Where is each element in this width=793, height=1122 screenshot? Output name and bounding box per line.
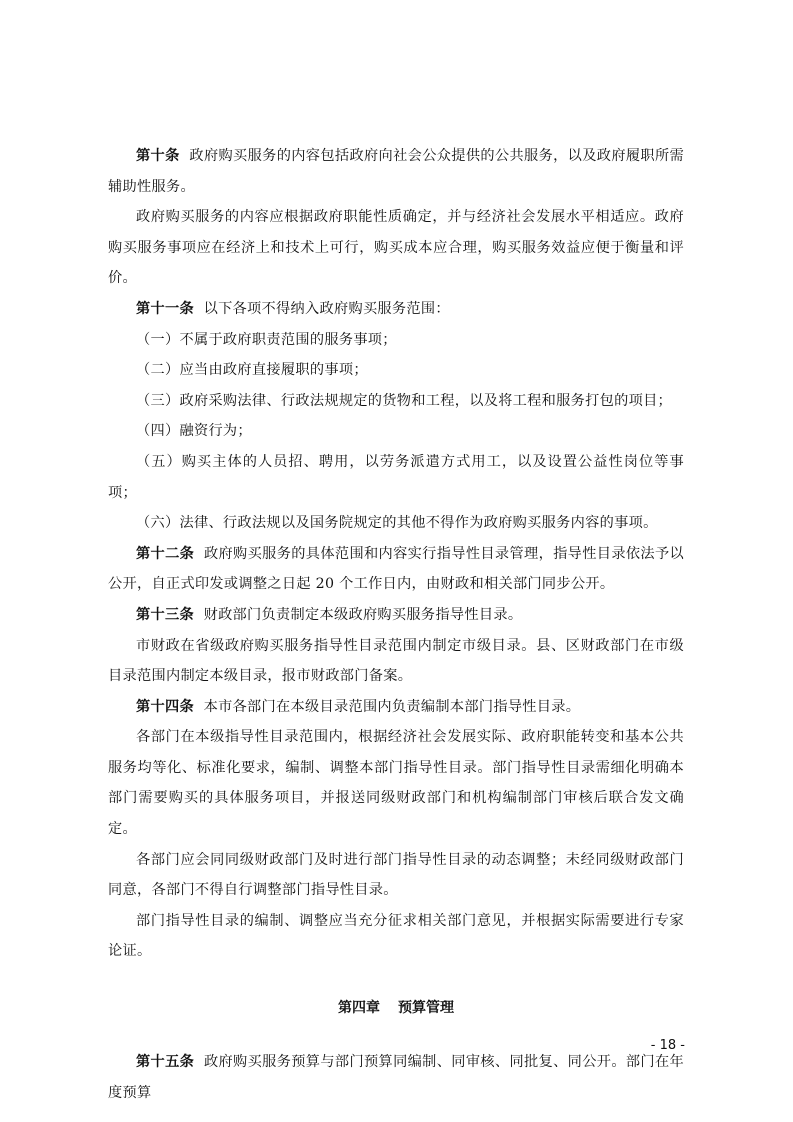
chapter-number: 第四章: [338, 1000, 380, 1017]
paragraph: [108, 692, 684, 723]
paragraph-text: 部门指导性目录的编制、调整应当充分征求相关部门意见，并根据实际需要进行专家论证。: [108, 912, 684, 960]
paragraph-last: [108, 1047, 684, 1108]
paragraph: [108, 845, 684, 906]
paragraph-text: 以下各项不得纳入政府购买服务范围：: [203, 300, 450, 317]
article-number: 第十一条: [136, 300, 194, 317]
paragraph-text: 政府购买服务的内容应根据政府职能性质确定，并与经济社会发展水平相适应。政府购买服务事项应在经济上和技术上可行，购买成本应合理，购买服务效益应便于衡量和评价。: [108, 209, 684, 287]
paragraph-text: （一）不属于政府职责范围的服务事项；: [136, 331, 397, 348]
article-number: 第十三条: [136, 606, 194, 623]
paragraph-text: （三）政府采购法律、行政法规规定的货物和工程，以及将工程和服务打包的项目；: [136, 392, 673, 409]
paragraph-text: （二）应当由政府直接履职的事项；: [136, 362, 368, 379]
paragraph: [108, 141, 684, 202]
paragraph: [108, 386, 684, 417]
paragraph-text: （六）法律、行政法规以及国务院规定的其他不得作为政府购买服务内容的事项。: [136, 515, 658, 532]
paragraph-list: [108, 141, 684, 967]
paragraph-text: 各部门应会同同级财政部门及时进行部门指导性目录的动态调整；未经同级财政部门同意，各部门不得自行调整部门指导性目录。: [108, 851, 684, 899]
paragraph: [108, 539, 684, 600]
paragraph: [108, 294, 684, 325]
chapter-heading: [108, 997, 684, 1017]
article-number: 第十条: [136, 148, 180, 164]
paragraph: [108, 355, 684, 386]
paragraph: [108, 447, 684, 508]
paragraph-text: 政府购买服务的内容包括政府向社会公众提供的公共服务，以及政府履职所需辅助性服务。: [108, 148, 685, 195]
paragraph-text: （四）融资行为；: [136, 423, 252, 440]
paragraph-text: 市财政在省级政府购买服务指导性目录范围内制定市级目录。县、区财政部门在市级目录范围内制定本级目录，报市财政部门备案。: [108, 637, 684, 685]
paragraph: [108, 906, 684, 967]
paragraph: [108, 202, 684, 294]
article-number: 第十二条: [136, 545, 195, 562]
page-body: [108, 141, 684, 1108]
paragraph-text: 财政部门负责制定本级政府购买服务指导性目录。: [203, 606, 523, 623]
paragraph-text: 政府购买服务预算与部门预算同编制、同审核、同批复、同公开。部门在年度预算: [108, 1054, 685, 1101]
paragraph-text: 政府购买服务的具体范围和内容实行指导性目录管理，指导性目录依法予以公开，自正式印发或调整之日起 20 个工作日内，由财政和相关部门同步公开。: [108, 545, 685, 593]
paragraph-text: （五）购买主体的人员招、聘用，以劳务派遣方式用工，以及设置公益性岗位等事项；: [108, 453, 684, 501]
paragraph: [108, 600, 684, 631]
article-number: 第十四条: [136, 698, 194, 715]
paragraph: [108, 722, 684, 844]
paragraph: [108, 631, 684, 692]
paragraph: [108, 508, 684, 539]
article-number: 第十五条: [136, 1054, 195, 1071]
page-number: - 18 -: [650, 1038, 685, 1053]
paragraph: [108, 325, 684, 356]
paragraph: [108, 416, 684, 447]
chapter-title: 预算管理: [398, 1000, 454, 1017]
paragraph-text: 各部门在本级指导性目录范围内，根据经济社会发展实际、政府职能转变和基本公共服务均等化、标准化要求，编制、调整本部门指导性目录。部门指导性目录需细化明确本部门需要购买的具体服务项目，并报送同级财政部门和机构编制部门审核后联合发文确定。: [108, 729, 684, 838]
paragraph-text: 本市各部门在本级目录范围内负责编制本部门指导性目录。: [203, 698, 581, 715]
